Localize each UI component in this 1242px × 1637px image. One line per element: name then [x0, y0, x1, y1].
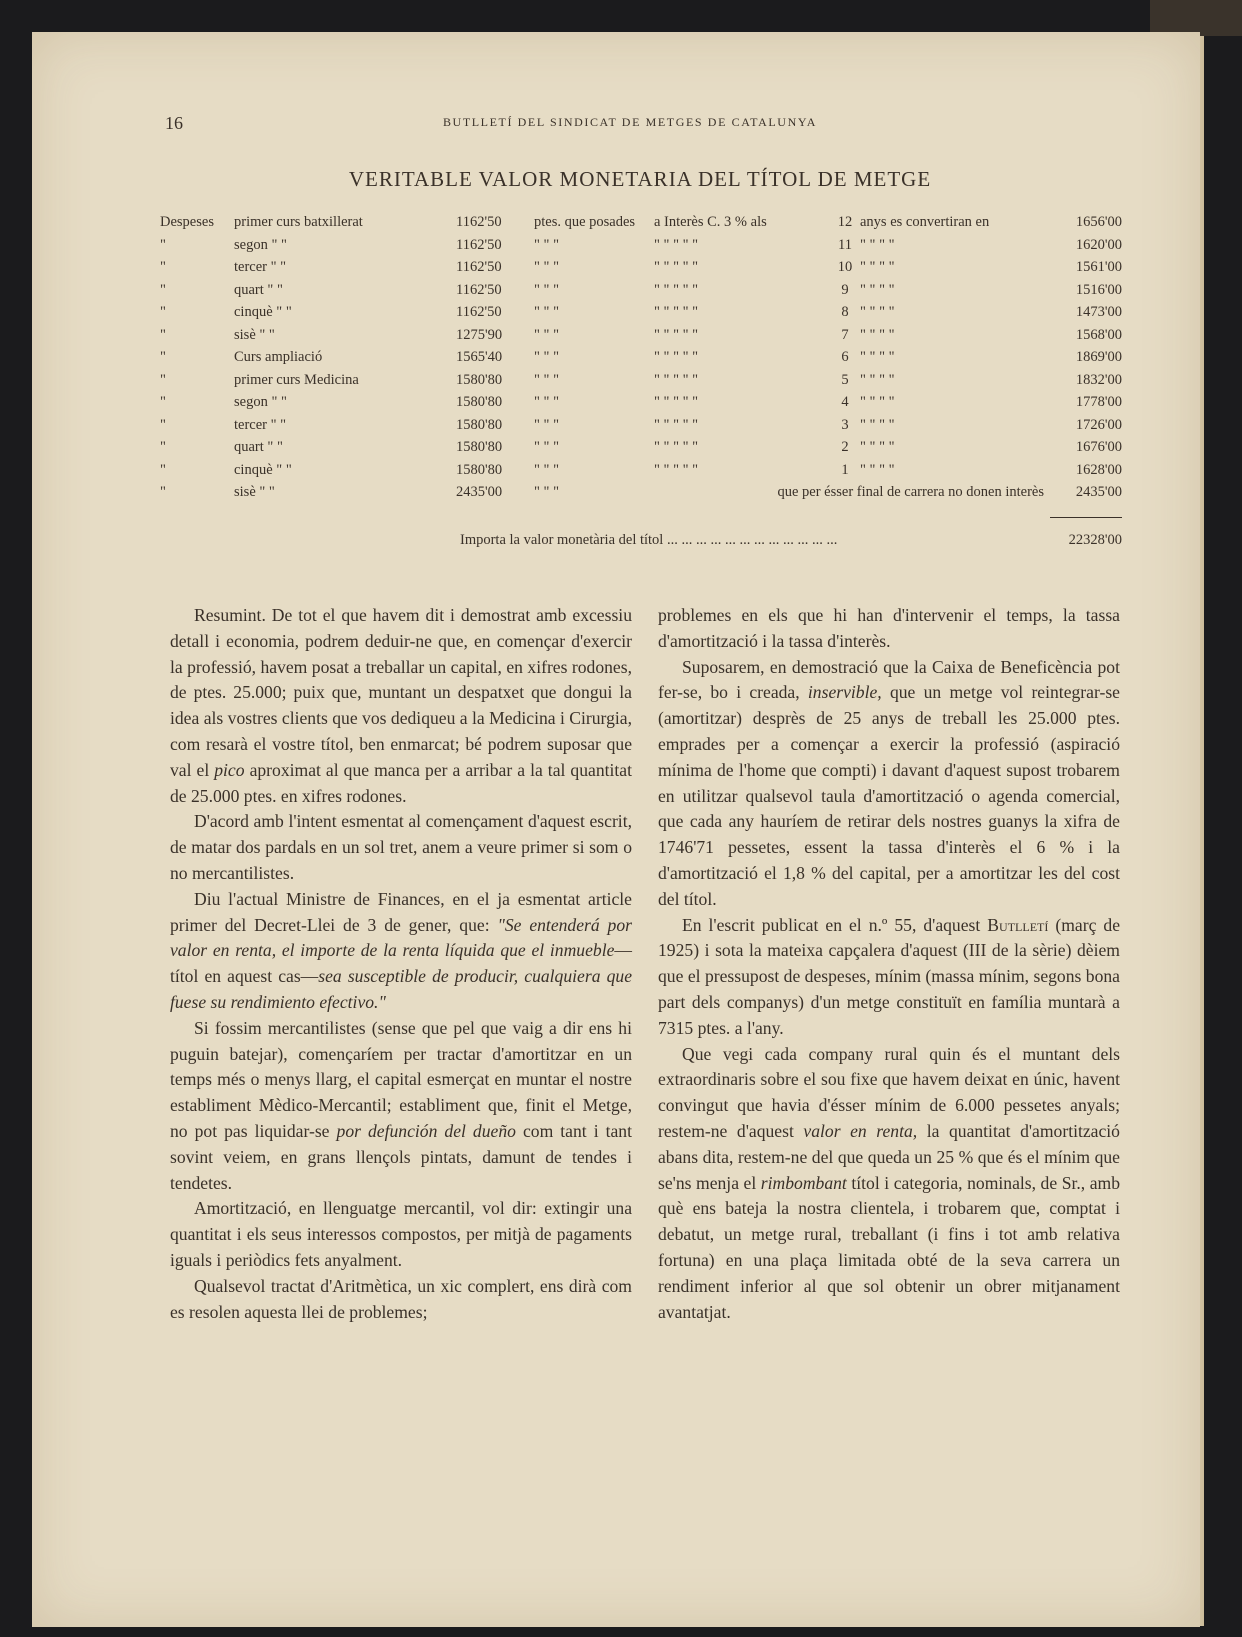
table-cell: 1275'90: [456, 326, 503, 343]
table-cell: 1580'80: [456, 416, 503, 433]
table-cell: 11: [838, 236, 852, 253]
table-cell: 2435'00: [1075, 484, 1122, 500]
article-title: VERITABLE VALOR MONETARIA DEL TÍTOL DE METGE: [348, 167, 932, 191]
table-cell: quart " ": [234, 439, 283, 455]
table-cell: " " ": [534, 304, 560, 320]
table-cell: segon " ": [234, 236, 287, 253]
table-cell: 1726'00: [1075, 416, 1122, 433]
table-cell: 1580'80: [456, 461, 503, 478]
table-cell: 3: [841, 416, 849, 433]
table-cell: " " " " ": [654, 259, 699, 275]
table-cell: ": [160, 416, 166, 433]
table-cell: 1778'00: [1075, 394, 1122, 410]
table-cell: " " " ": [860, 371, 895, 388]
table-cell: " " " ": [860, 349, 895, 365]
table-cell: " " ": [534, 281, 560, 298]
paragraph: Amortització, en llenguatge mercantil, vol dir: extingir una quantitat i els seus interessos compostos, per mitjà de pagaments iguals i periòdics fets anyalment.: [170, 1198, 632, 1270]
table-cell: Despeses: [160, 214, 214, 230]
table-cell: " " " ": [860, 236, 895, 253]
table-cell: 10: [837, 259, 853, 275]
table-cell: 1832'00: [1075, 371, 1122, 388]
paragraph: Diu l'actual Ministre de Finances, en el ja esmentat article primer del Decret-Llei de 3 de gener, que: "Se entenderá por valor en renta, el importe de la renta líquida que el inmueble—títol en aquest cas—sea susceptible de producir, cualquiera que fuese su rendimiento efectivo.": [170, 888, 632, 1012]
table-cell: 8: [841, 304, 849, 320]
table-cell: " " " " ": [654, 439, 699, 455]
table-cell: " " ": [534, 461, 560, 478]
table-cell: 1516'00: [1075, 281, 1122, 298]
table-cell: " " " " ": [654, 394, 699, 410]
table-cell: 1561'00: [1075, 259, 1122, 275]
table-cell: quart " ": [234, 281, 283, 298]
table-cell: 9: [841, 281, 849, 298]
table-cell: " " " ": [860, 281, 895, 298]
paragraph: Que vegi cada company rural quin és el muntant dels extraordinaris sobre el sou fixe que havem deixat en únic, havent convingut que havia d'ésser mínim de 6.000 pessetes anyals; restem-ne d'aquest valor en renta, la quantitat d'amortització abans dita, restem-ne del que queda un 25 % que és el mínim que se'ns menja el rimbombant títol i categoria, nominals, de Sr., amb què ens bateja la nostra clientela, i trobarem que, comptat i debatut, un metge rural, treballant (i fins i tot amb relativa fortuna) en una plaça limitada obté de la seva carrera un rendiment inferior al que sol obtenir un obrer mitjanament avantatjat.: [658, 1043, 1121, 1322]
table-cell: " " ": [534, 326, 560, 343]
table-cell: sisè " ": [234, 484, 275, 500]
table-row: [160, 414, 1122, 437]
table-cell: " " ": [534, 236, 560, 253]
table-row-last: [160, 481, 1122, 504]
table-cell: ": [160, 281, 166, 298]
table-cell: 1473'00: [1075, 304, 1122, 320]
paragraph: Si fossim mercantilistes (sense que pel que vaig a dir ens hi puguin batejar), començaríem per tractar d'amortitzar en un temps més o menys llarg, el capital esmerçat en muntar el nostre establiment Mèdico-Mercantil; establiment que, finit el Metge, no pot pas liquidar-se por defunción del dueño com tant i tant sovint veiem, en grans llençols pintats, damunt de tendes i tendetes.: [170, 1017, 632, 1193]
scan-background-strip: [1150, 0, 1242, 36]
paragraph: Suposarem, en demostració que la Caixa de Beneficència pot fer-se, bo i creada, inservible, que un metge vol reintegrar-se (amortitzar) desprès de 25 anys de treball les 25.000 ptes. emprades per a començar a exercir la professió (aspiració mínima de l'home que compti) i davant d'aquest supost trobarem en utilitzar qualsevol taula d'amortització o agenda comercial, que cada any hauríem de retirar dels nostres guanys la xifra de 1746'71 pessetes, essent la tassa d'interès el 6 % i la d'amortització el 1,8 % del capital, per a amortitzar les del cost del títol.: [658, 656, 1120, 909]
table-cell: 5: [841, 371, 849, 388]
table-cell: " " " " ": [654, 461, 699, 478]
table-row: [160, 391, 1122, 414]
left-column: [170, 603, 632, 1325]
table-cell: 1162'50: [456, 236, 502, 253]
table-row: [160, 346, 1122, 369]
table-cell: " " ": [534, 371, 560, 388]
table-cell: Curs ampliació: [234, 349, 323, 365]
table-cell: " " " ": [860, 259, 895, 275]
table-cell: 7: [841, 326, 849, 343]
table-cell: ": [160, 439, 166, 455]
table-cell: " " ": [534, 439, 560, 455]
table-cell: 2435'00: [456, 484, 503, 500]
total-value: 22328'00: [1068, 532, 1122, 548]
paragraph: En l'escrit publicat en el n.º 55, d'aquest Butlletí (març de 1925) i sota la mateixa capçalera d'aquest (III de la sèrie) dèiem que el pressupost de despeses, mínim (massa mínim, segons bona part dels companys) d'un metge constituït en família muntarà a 7315 ptes. a l'any.: [658, 914, 1121, 1038]
table-cell: 1580'80: [456, 439, 503, 455]
sum-rule: [1050, 517, 1122, 518]
table-cell: 4: [841, 394, 849, 410]
table-cell: ": [160, 259, 166, 275]
table-cell: primer curs Medicina: [234, 371, 359, 388]
table-cell: " " " ": [860, 439, 895, 455]
table-row: [160, 301, 1122, 324]
table-cell: " " " ": [860, 394, 895, 410]
table-cell: 1656'00: [1075, 214, 1122, 230]
paragraph: D'acord amb l'intent esmentat al començament d'aquest escrit, de matar dos pardals en un sol tret, anem a veure primer si som o no mercantilistes.: [170, 811, 632, 883]
table-cell: segon " ": [234, 394, 287, 410]
table-cell: " " " " ": [654, 281, 699, 298]
right-column: [658, 603, 1120, 1325]
table-cell: " " " " ": [654, 236, 699, 253]
table-cell: 1162'50: [456, 304, 502, 320]
table-cell: 1620'00: [1075, 236, 1122, 253]
table-cell: primer curs batxillerat: [234, 214, 363, 230]
table-cell: " " " " ": [654, 326, 699, 343]
table-note: que per ésser final de carrera no donen interès: [777, 484, 1044, 500]
table-row: [160, 256, 1122, 279]
table-cell: " " ": [534, 394, 560, 410]
table-row: [160, 211, 1122, 234]
table-cell: 1676'00: [1075, 439, 1122, 455]
table-cell: " " " ": [860, 461, 895, 478]
table-cell: ": [160, 236, 166, 253]
table-row: [160, 369, 1122, 392]
table-cell: " " " " ": [654, 416, 699, 433]
paragraph: Resumint. De tot el que havem dit i demostrat amb excessiu detall i economia, podrem deduir-ne que, en començar d'exercir la professió, havem posat a treballar un capital, en xifres rodones, de ptes. 25.000; puix que, muntant un despatxet que dongui la idea als vostres clients que vos dediqueu a la Medicina i Cirurgia, com resarà el vostre títol, ben enmarcat; bé podrem suposar que val el pico aproximat al que manca per a arribar a la tal quantitat de 25.000 ptes. en xifres rodones.: [170, 605, 632, 806]
table-cell: sisè " ": [234, 326, 275, 343]
table-row: [160, 436, 1122, 459]
table-cell: 1: [841, 461, 849, 478]
table-cell: ": [160, 371, 166, 388]
table-cell: " " ": [534, 259, 560, 275]
table-cell: a Interès C. 3 % als: [654, 214, 767, 230]
table-cell: ptes. que posades: [534, 214, 636, 230]
table-cell: " " " ": [860, 326, 895, 343]
paragraph: problemes en els que hi han d'intervenir el temps, la tassa d'amortització i la tassa d'interès.: [658, 605, 1120, 651]
table-cell: 1580'80: [456, 394, 503, 410]
table-cell: 1162'50: [456, 214, 502, 230]
table-row: [160, 324, 1122, 347]
running-header: BUTLLETÍ DEL SINDICAT DE METGES DE CATALUNYA: [442, 115, 818, 129]
table-cell: " " " " ": [654, 371, 699, 388]
table-row: [160, 459, 1122, 482]
table-cell: ": [160, 461, 166, 478]
table-cell: " " " ": [860, 304, 895, 320]
page-number: 16: [165, 113, 183, 133]
table-cell: 12: [837, 214, 853, 230]
table-cell: 1568'00: [1075, 326, 1122, 343]
table-cell: cinquè " ": [234, 461, 292, 478]
table-cell: tercer " ": [234, 259, 287, 275]
table-cell: ": [160, 326, 166, 343]
table-cell: 6: [841, 349, 849, 365]
table-cell: ": [160, 349, 166, 365]
table-row: [160, 279, 1122, 302]
paragraph: Qualsevol tractat d'Aritmètica, un xic complert, ens dirà com es resolen aquesta llei de problemes;: [170, 1275, 632, 1322]
table-cell: " " ": [534, 349, 560, 365]
total-label: Importa la valor monetària del títol ... ... ... ... ... ... ... ... ... ... ... ...: [460, 532, 838, 548]
table-cell: ": [160, 304, 166, 320]
table-cell: 1565'40: [456, 349, 503, 365]
table-cell: ": [160, 394, 166, 410]
table-cell: " " ": [534, 416, 560, 433]
table-cell: 1162'50: [456, 259, 502, 275]
table-cell: 1162'50: [456, 281, 502, 298]
table-cell: 1580'80: [456, 371, 503, 388]
table-cell: " " " " ": [654, 349, 699, 365]
table-cell: tercer " ": [234, 416, 287, 433]
table-cell: anys es convertiran en: [860, 214, 990, 230]
table-cell: 1628'00: [1075, 461, 1122, 478]
table-cell: 1869'00: [1075, 349, 1122, 365]
table-cell: cinquè " ": [234, 304, 292, 320]
table-cell: " " ": [534, 484, 560, 500]
table-cell: 2: [841, 439, 849, 455]
table-cell: " " " " ": [654, 304, 699, 320]
table-cell: ": [160, 484, 166, 500]
tuition-value-table: [160, 211, 1122, 504]
table-cell: " " " ": [860, 416, 895, 433]
table-row: [160, 234, 1122, 257]
